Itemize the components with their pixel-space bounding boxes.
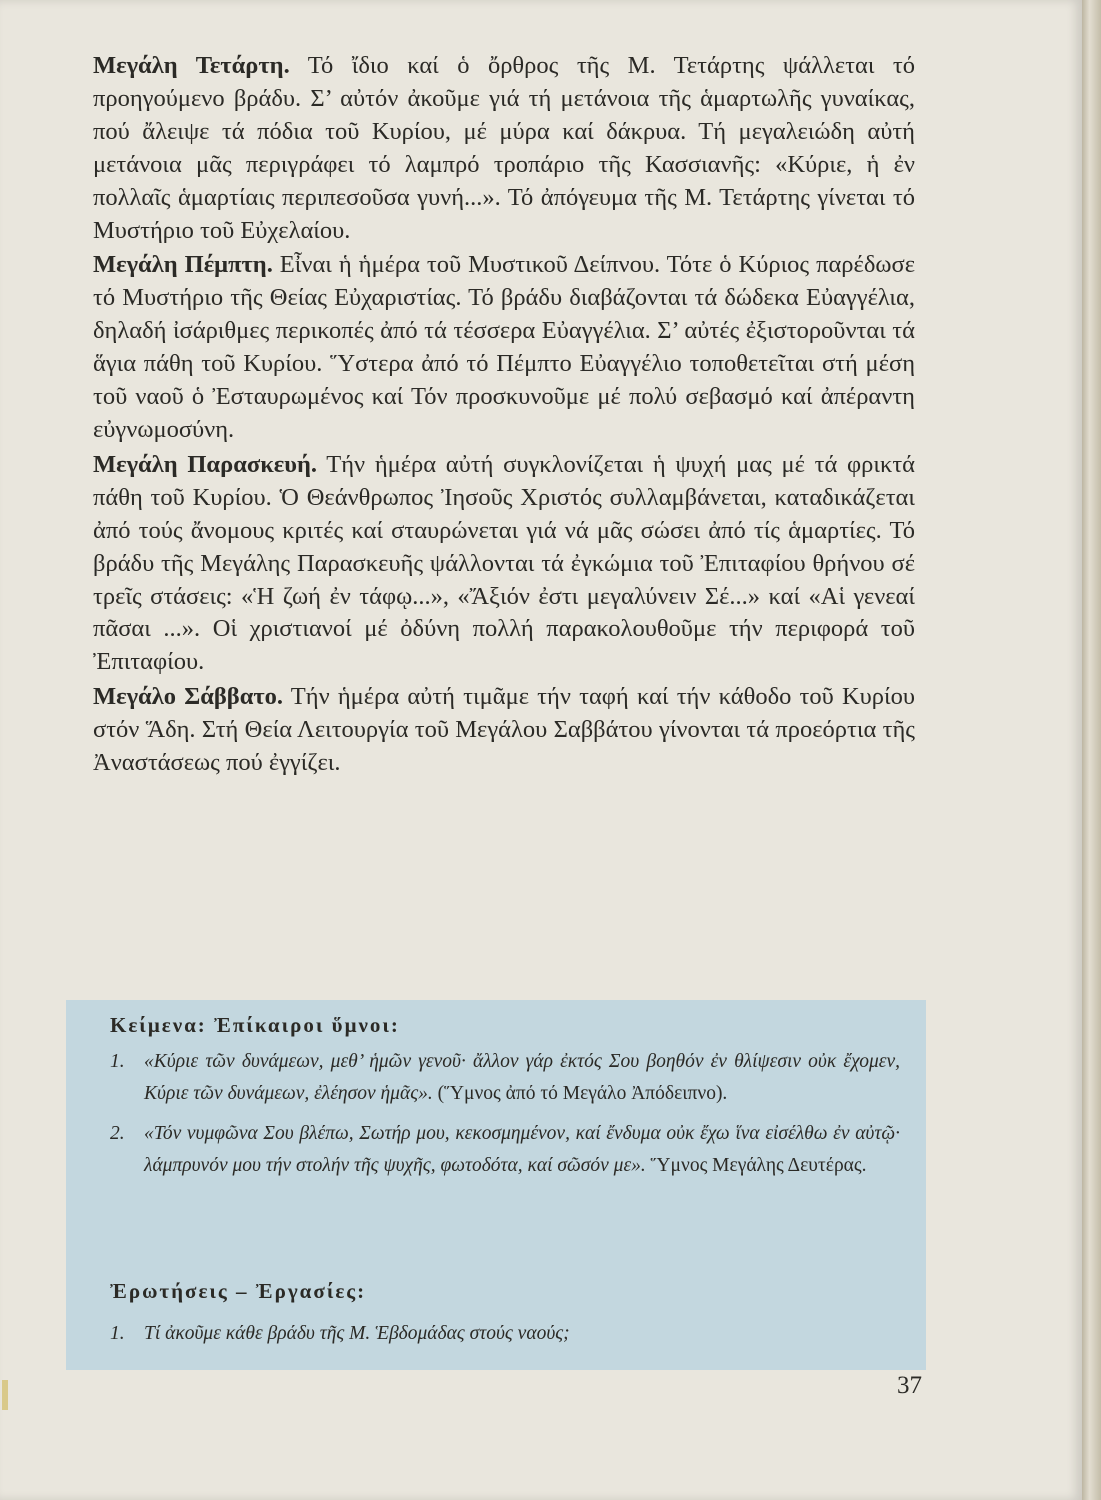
questions-title: Ἐρωτήσεις – Ἐργασίες:: [110, 1279, 367, 1303]
item-number: 2.: [110, 1123, 125, 1144]
paragraph-friday: [93, 449, 915, 679]
paragraph-heading: Μεγάλη Τετάρτη.: [93, 52, 290, 79]
paragraph-text: Τήν ἡμέρα αὐτή συγκλονίζεται ἡ ψυχή μας μέ τά φρικτά πάθη τοῦ Κυρίου. Ὁ Θεάνθρωπος Ἰησοῦς Χριστός συλλαμβάνεται, καταδικάζεται ἀπό τούς ἄνομους κριτές καί σταυρώνεται γιά νά μᾶς σώσει ἀπό τίς ἁμαρτίες. Τό βράδυ τῆς Μεγάλης Παρασκευῆς ψάλλονται τά ἐγκώμια τοῦ Ἐπιταφίου θρήνου σέ τρεῖς στάσεις: «Ἡ ζωή ἐν τάφῳ...», «Ἄξιόν ἐστι μεγαλύνειν Σέ...» καί «Αἱ γενεαί πᾶσαι ...». Οἱ χριστιανοί μέ ὀδύνη πολλή παρακολουθοῦμε τήν περιφορά τοῦ Ἐπιταφίου.: [93, 450, 915, 676]
item-number: 1.: [110, 1323, 125, 1344]
page-number: 37: [897, 1372, 922, 1399]
hymn-quote: «Τόν νυμφῶνα Σου βλέπω, Σωτήρ μου, κεκοσμημένον, καί ἔνδυμα οὐκ ἔχω ἵνα εἰσέλθω ἐν αὐτῷ· λάμπρυνόν μου τήν στολήν τῆς ψυχῆς, φωτοδότα, καί σῶσόν με».: [144, 1123, 900, 1176]
paragraph-thursday: [93, 249, 915, 446]
question-text: Τί ἀκοῦμε κάθε βράδυ τῆς Μ. Ἑβδομάδας στούς ναούς;: [144, 1323, 570, 1344]
list-item: [110, 1318, 900, 1350]
paragraph-saturday: [93, 681, 915, 780]
paragraph-heading: Μεγάλη Πέμπτη.: [93, 251, 273, 279]
paragraph-text: Τό ἴδιο καί ὁ ὄρθρος τῆς Μ. Τετάρτης ψάλλεται τό προηγούμενο βράδυ. Σ’ αὐτόν ἀκοῦμε γιά τή μετάνοια τῆς ἁμαρτωλῆς γυναίκας, πού ἄλειψε τά πόδια τοῦ Κυρίου, μέ μύρα καί δάκρυα. Τή μεγαλειώδη αὐτή μετάνοια μᾶς περιγράφει τό λαμπρό τροπάριο τῆς Κασσιανῆς: «Κύριε, ἡ ἐν πολλαῖς ἁμαρτίαις περιπεσοῦσα γυνή...». Τό ἀπόγευμα τῆς Μ. Τετάρτης γίνεται τό Μυστήριο τοῦ Εὐχελαίου.: [93, 52, 915, 244]
paragraph-heading: Μεγάλο Σάββατο.: [93, 683, 284, 711]
page-edge: [1082, 0, 1101, 1500]
paragraph-text: Τήν ἡμέρα αὐτή τιμᾶμε τήν ταφή καί τήν κάθοδο τοῦ Κυρίου στόν Ἅδη. Στή Θεία Λειτουργία τοῦ Μεγάλου Σαββάτου γίνονται τά προεόρτια τῆς Ἀναστάσεως πού ἐγγίζει.: [93, 683, 915, 777]
item-number: 1.: [110, 1051, 125, 1072]
paragraph-text: Εἶναι ἡ ἡμέρα τοῦ Μυστικοῦ Δείπνου. Τότε ὁ Κύριος παρέδωσε τό Μυστήριο τῆς Θείας Εὐχαριστίας. Τό βράδυ διαβάζονται τά δώδεκα Εὐαγγέλια, δηλαδή ἰσάριθμες περικοπές ἀπό τά τέσσερα Εὐαγγέλια. Σ’ αὐτές ἐξιστοροῦνται τά ἅγια πάθη τοῦ Κυρίου. Ὕστερα ἀπό τό Πέμπτο Εὐαγγέλιο τοποθετεῖται στή μέση τοῦ ναοῦ ὁ Ἐσταυρωμένος καί Τόν προσκυνοῦμε μέ πολύ σεβασμό καί ἀπέραντη εὐγνωμοσύνη.: [93, 251, 915, 443]
questions-list: [110, 1318, 900, 1358]
hymn-source: Ὕμνος Μεγάλης Δευτέρας.: [645, 1155, 867, 1176]
list-item: [110, 1118, 900, 1182]
list-item: [110, 1046, 900, 1110]
paragraph-heading: Μεγάλη Παρασκευή.: [93, 450, 318, 478]
hymn-source: (Ὕμνος ἀπό τό Μεγάλο Ἀπόδειπνο).: [432, 1083, 728, 1104]
texts-title: Κείμενα: Ἐπίκαιροι ὕμνοι:: [110, 1013, 400, 1037]
main-text: [93, 50, 915, 780]
edge-mark: [2, 1380, 8, 1410]
paragraph-wednesday: [93, 50, 915, 247]
texts-list: [110, 1046, 900, 1190]
hymn-quote: «Κύριε τῶν δυνάμεων, μεθ’ ἡμῶν γενοῦ· ἄλλον γάρ ἐκτός Σου βοηθόν ἐν θλίψεσιν οὐκ ἔχομεν, Κύριε τῶν δυνάμεων, ἐλέησον ἡμᾶς».: [144, 1051, 900, 1104]
